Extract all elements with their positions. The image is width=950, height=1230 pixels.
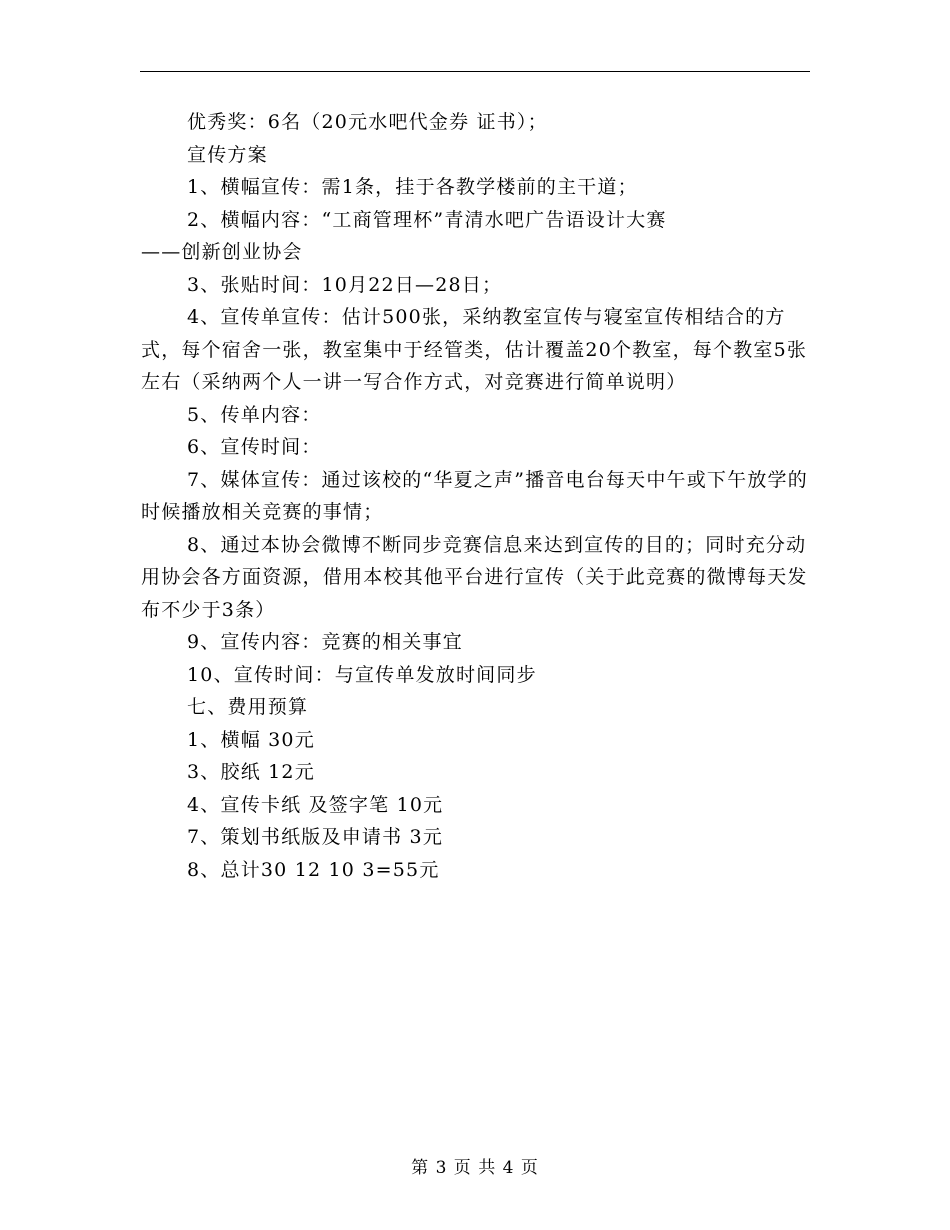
header-rule — [140, 71, 810, 72]
paragraph: 9、宣传内容：竞赛的相关事宜 — [187, 631, 463, 653]
paragraph: 7、策划书纸版及申请书 3元 — [187, 826, 444, 848]
paragraph: 5、传单内容： — [187, 403, 322, 426]
paragraph: 2、横幅内容：“工商管理杯”青清水吧广告语设计大赛 — [187, 208, 667, 231]
page-footer: 第 3 页 共 4 页 — [411, 1158, 539, 1178]
paragraph: 4、宣传卡纸 及签字笔 10元 — [187, 793, 444, 816]
paragraph: 宣传方案 — [187, 143, 268, 166]
paragraph: 8、总计30 12 10 3=55元 — [187, 858, 440, 881]
paragraph: 优秀奖：6名（20元水吧代金券 证书）； — [187, 111, 548, 133]
paragraph: 10、宣传时间：与宣传单发放时间同步 — [187, 663, 537, 686]
paragraph: 7、媒体宣传：通过该校的“华夏之声”播音电台每天中午或下午放学的时候播放相关竞赛的事情； — [141, 468, 808, 523]
paragraph: 4、宣传单宣传：估计500张，采纳教室宣传与寝室宣传相结合的方式，每个宿舍一张，教室集中于经管类，估计覆盖20个教室，每个教室5张左右（采纳两个人一讲一写合作方式，对竞赛进行简单说明） — [141, 306, 808, 393]
paragraph: 1、横幅宣传：需1条，挂于各教学楼前的主干道； — [187, 176, 638, 198]
paragraph: 3、张贴时间：10月22日—28日； — [187, 273, 503, 296]
paragraph: 3、胶纸 12元 — [187, 761, 315, 783]
paragraph: 七、费用预算 — [187, 696, 309, 718]
paragraph: 6、宣传时间： — [187, 436, 322, 458]
paragraph: 8、通过本协会微博不断同步竞赛信息来达到宣传的目的；同时充分动用协会各方面资源，借用本校其他平台进行宣传（关于此竞赛的微博每天发布不少于3条） — [141, 533, 808, 621]
paragraph: 1、横幅 30元 — [187, 728, 315, 751]
paragraph: ——创新创业协会 — [141, 241, 303, 263]
document-body — [141, 106, 809, 886]
